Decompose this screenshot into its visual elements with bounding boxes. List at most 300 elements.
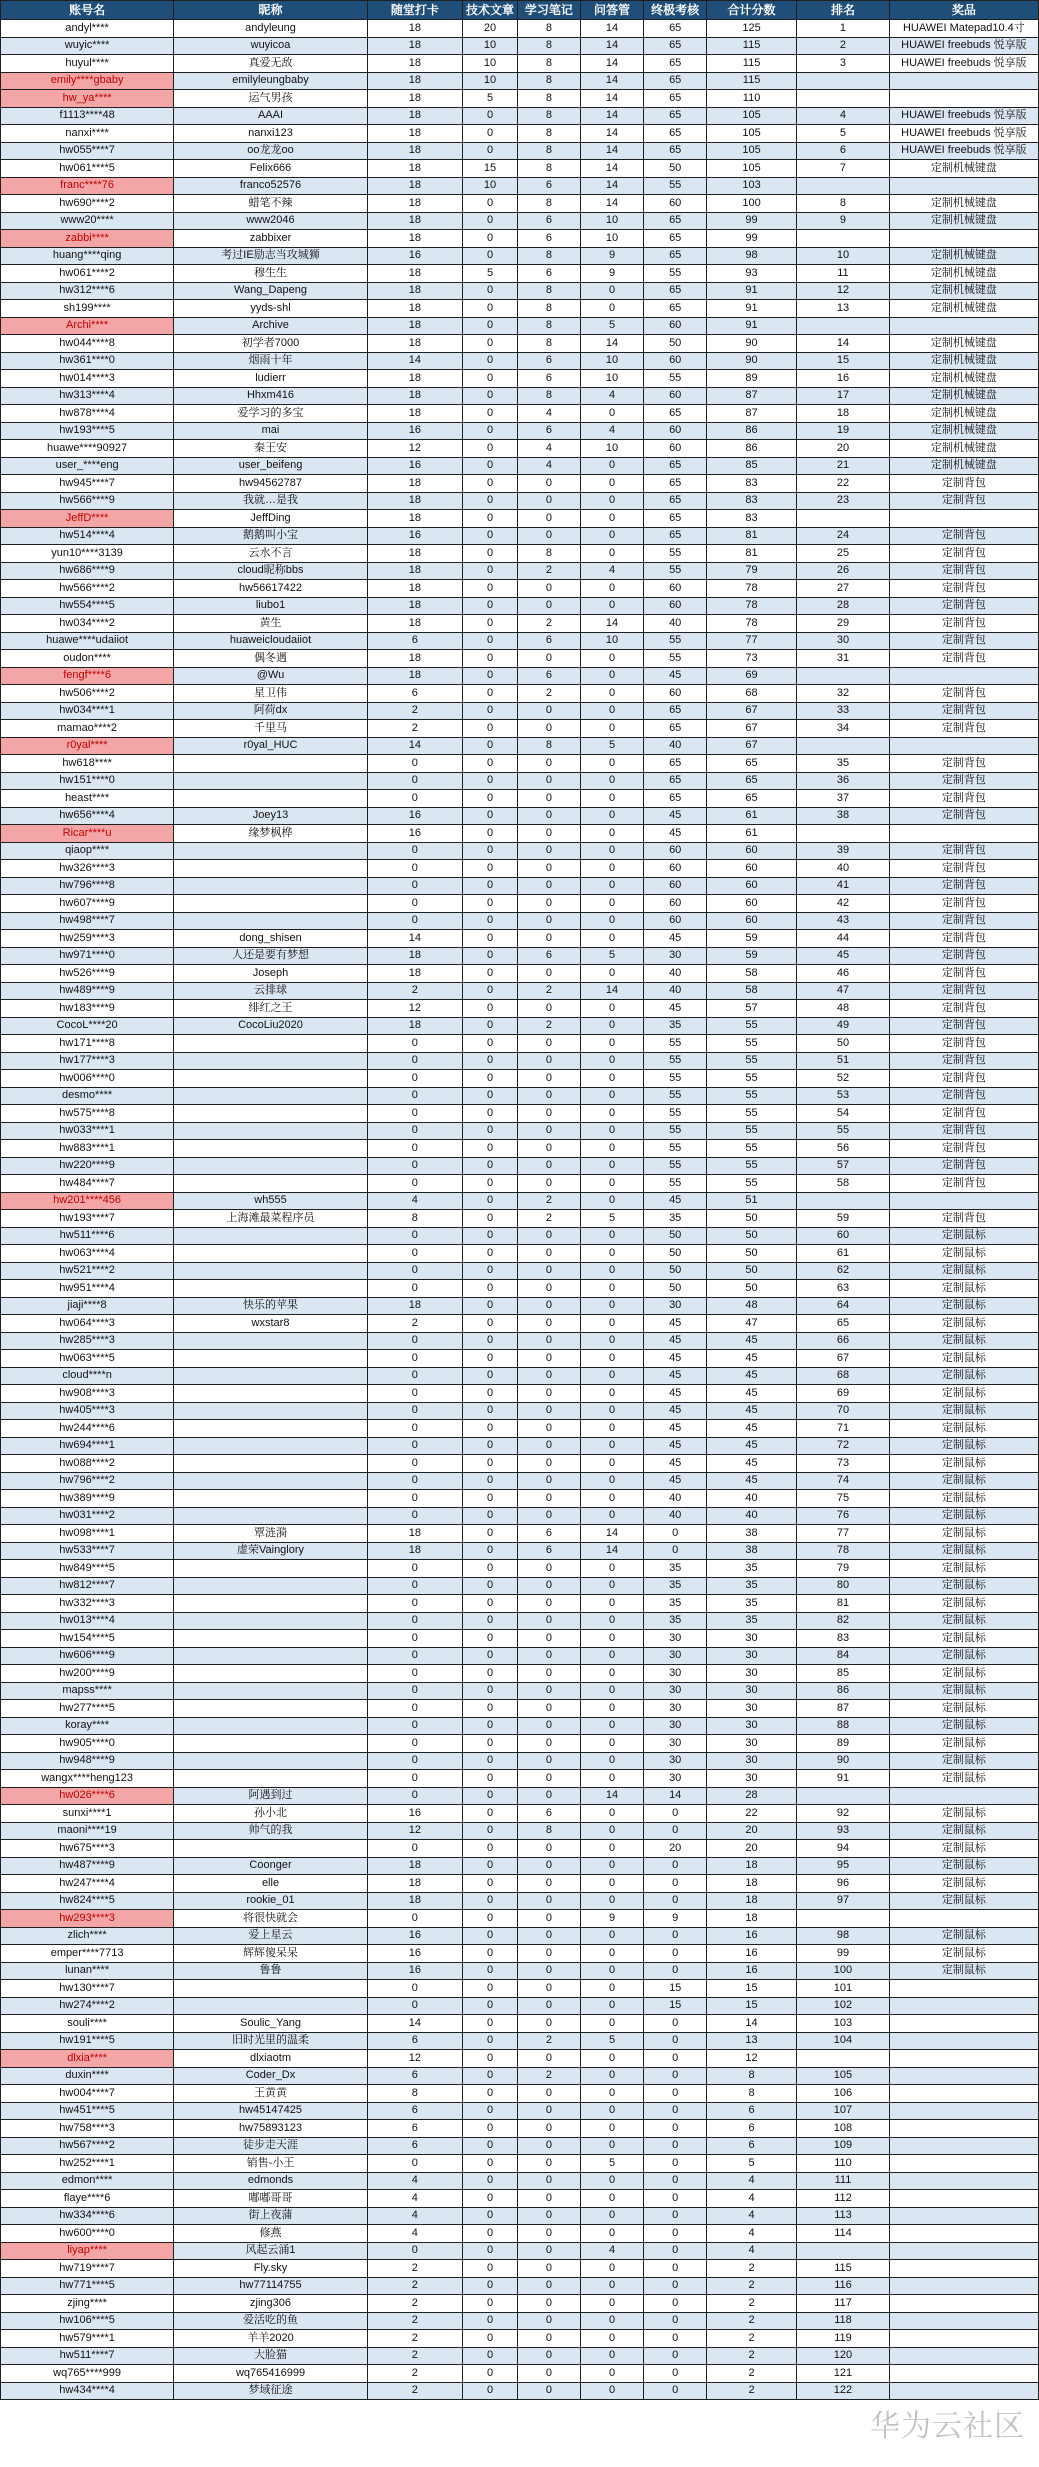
nickname-cell: 爱活吃的鱼: [174, 2312, 368, 2330]
table-row: [1, 947, 1039, 965]
qa-cell: 4: [580, 422, 644, 440]
exam-cell: 65: [644, 510, 707, 528]
header-row: [1, 1, 1039, 20]
table-row: [1, 1805, 1039, 1823]
prize-cell: 定制鼠标: [889, 1770, 1038, 1788]
qa-cell: 0: [580, 790, 644, 808]
exam-cell: 0: [644, 2242, 707, 2260]
checkin-cell: 0: [367, 1420, 462, 1438]
articles-cell: 0: [462, 1140, 517, 1158]
exam-cell: 65: [644, 772, 707, 790]
nickname-cell: 帅气的我: [174, 1822, 368, 1840]
exam-cell: 0: [644, 1875, 707, 1893]
notes-cell: 0: [518, 475, 581, 493]
prize-cell: [889, 2085, 1038, 2103]
articles-cell: 0: [462, 615, 517, 633]
total-cell: 38: [706, 1525, 796, 1543]
checkin-cell: 0: [367, 842, 462, 860]
account-cell: hw434****4: [1, 2382, 174, 2400]
rank-cell: 8: [797, 195, 890, 213]
total-cell: 60: [706, 842, 796, 860]
qa-cell: 0: [580, 1140, 644, 1158]
exam-cell: 65: [644, 230, 707, 248]
prize-cell: HUAWEI Matepad10.4寸: [889, 20, 1038, 38]
prize-cell: [889, 2137, 1038, 2155]
prize-cell: 定制机械键盘: [889, 405, 1038, 423]
checkin-cell: 18: [367, 55, 462, 73]
checkin-cell: 12: [367, 1822, 462, 1840]
articles-cell: 0: [462, 2330, 517, 2348]
account-cell: r0yal****: [1, 737, 174, 755]
total-cell: 60: [706, 895, 796, 913]
articles-cell: 0: [462, 1315, 517, 1333]
notes-cell: 2: [518, 615, 581, 633]
table-row: [1, 755, 1039, 773]
qa-cell: 0: [580, 1875, 644, 1893]
qa-cell: 0: [580, 1577, 644, 1595]
total-cell: 125: [706, 20, 796, 38]
rank-cell: 22: [797, 475, 890, 493]
account-cell: Archi****: [1, 317, 174, 335]
prize-cell: [889, 2295, 1038, 2313]
prize-cell: [889, 510, 1038, 528]
exam-cell: 55: [644, 1122, 707, 1140]
total-cell: 48: [706, 1297, 796, 1315]
nickname-cell: 考过IE励志当攻城狮: [174, 247, 368, 265]
notes-cell: 0: [518, 895, 581, 913]
account-cell: hw526****9: [1, 965, 174, 983]
account-cell: hw312****6: [1, 282, 174, 300]
nickname-cell: 云排球: [174, 982, 368, 1000]
account-cell: hw193****7: [1, 1210, 174, 1228]
table-row: [1, 1455, 1039, 1473]
nickname-cell: wxstar8: [174, 1315, 368, 1333]
checkin-cell: 16: [367, 527, 462, 545]
qa-cell: 0: [580, 1595, 644, 1613]
total-cell: 91: [706, 317, 796, 335]
account-cell: hw656****4: [1, 807, 174, 825]
rank-cell: 92: [797, 1805, 890, 1823]
exam-cell: 55: [644, 1035, 707, 1053]
rank-cell: 78: [797, 1542, 890, 1560]
notes-cell: 2: [518, 1017, 581, 1035]
articles-cell: 0: [462, 1542, 517, 1560]
nickname-cell: [174, 1630, 368, 1648]
total-cell: 100: [706, 195, 796, 213]
nickname-cell: wh555: [174, 1192, 368, 1210]
notes-cell: 0: [518, 597, 581, 615]
nickname-cell: dong_shisen: [174, 930, 368, 948]
prize-cell: HUAWEI freebuds 悦享版: [889, 142, 1038, 160]
rank-cell: 2: [797, 37, 890, 55]
prize-cell: 定制鼠标: [889, 1507, 1038, 1525]
notes-cell: 6: [518, 177, 581, 195]
qa-cell: 0: [580, 1035, 644, 1053]
table-row: [1, 1227, 1039, 1245]
total-cell: 98: [706, 247, 796, 265]
checkin-cell: 2: [367, 2260, 462, 2278]
nickname-cell: [174, 1035, 368, 1053]
account-cell: hw686****9: [1, 562, 174, 580]
notes-cell: 4: [518, 457, 581, 475]
total-cell: 4: [706, 2207, 796, 2225]
total-cell: 30: [706, 1647, 796, 1665]
checkin-cell: 18: [367, 282, 462, 300]
prize-cell: 定制机械键盘: [889, 457, 1038, 475]
exam-cell: 0: [644, 2295, 707, 2313]
table-row: [1, 1682, 1039, 1700]
qa-cell: 0: [580, 1052, 644, 1070]
account-cell: hw130****7: [1, 1980, 174, 1998]
checkin-cell: 0: [367, 1595, 462, 1613]
qa-cell: 0: [580, 1070, 644, 1088]
account-cell: wq765****999: [1, 2365, 174, 2383]
account-cell: franc****76: [1, 177, 174, 195]
checkin-cell: 0: [367, 1350, 462, 1368]
articles-cell: 0: [462, 2207, 517, 2225]
rank-cell: 43: [797, 912, 890, 930]
checkin-cell: 0: [367, 1262, 462, 1280]
checkin-cell: 2: [367, 2330, 462, 2348]
checkin-cell: 16: [367, 825, 462, 843]
articles-cell: 0: [462, 1070, 517, 1088]
prize-cell: 定制背包: [889, 685, 1038, 703]
notes-cell: 0: [518, 2295, 581, 2313]
nickname-cell: 爱上星云: [174, 1927, 368, 1945]
account-cell: hw951****4: [1, 1280, 174, 1298]
articles-cell: 0: [462, 1595, 517, 1613]
rank-cell: 79: [797, 1560, 890, 1578]
articles-cell: 0: [462, 2120, 517, 2138]
rank-cell: 31: [797, 650, 890, 668]
table-row: [1, 1525, 1039, 1543]
checkin-cell: 2: [367, 2347, 462, 2365]
prize-cell: [889, 2260, 1038, 2278]
exam-cell: 60: [644, 352, 707, 370]
rank-cell: 13: [797, 300, 890, 318]
checkin-cell: 18: [367, 562, 462, 580]
articles-cell: 10: [462, 55, 517, 73]
notes-cell: 0: [518, 965, 581, 983]
rank-cell: 6: [797, 142, 890, 160]
rank-cell: 60: [797, 1227, 890, 1245]
account-cell: hw796****2: [1, 1472, 174, 1490]
total-cell: 115: [706, 37, 796, 55]
table-row: [1, 1070, 1039, 1088]
col-nickname-header: 昵称: [174, 1, 368, 20]
qa-cell: 0: [580, 1245, 644, 1263]
table-row: [1, 667, 1039, 685]
notes-cell: 0: [518, 2382, 581, 2400]
nickname-cell: 蜡笔不辣: [174, 195, 368, 213]
exam-cell: 55: [644, 1140, 707, 1158]
prize-cell: 定制背包: [889, 597, 1038, 615]
prize-cell: [889, 2102, 1038, 2120]
total-cell: 20: [706, 1822, 796, 1840]
prize-cell: 定制鼠标: [889, 1595, 1038, 1613]
nickname-cell: 星卫伟: [174, 685, 368, 703]
total-cell: 30: [706, 1682, 796, 1700]
notes-cell: 0: [518, 2330, 581, 2348]
prize-cell: 定制背包: [889, 1070, 1038, 1088]
qa-cell: 0: [580, 1840, 644, 1858]
account-cell: hw606****9: [1, 1647, 174, 1665]
account-cell: user_****eng: [1, 457, 174, 475]
prize-cell: 定制鼠标: [889, 1350, 1038, 1368]
table-row: [1, 492, 1039, 510]
notes-cell: 8: [518, 737, 581, 755]
exam-cell: 0: [644, 2050, 707, 2068]
exam-cell: 45: [644, 1350, 707, 1368]
rank-cell: 27: [797, 580, 890, 598]
exam-cell: 50: [644, 1280, 707, 1298]
qa-cell: 0: [580, 685, 644, 703]
nickname-cell: [174, 1665, 368, 1683]
qa-cell: 0: [580, 1980, 644, 1998]
qa-cell: 0: [580, 1350, 644, 1368]
rank-cell: 120: [797, 2347, 890, 2365]
exam-cell: 65: [644, 755, 707, 773]
exam-cell: 15: [644, 1980, 707, 1998]
table-row: [1, 2050, 1039, 2068]
notes-cell: 8: [518, 20, 581, 38]
articles-cell: 0: [462, 247, 517, 265]
table-row: [1, 527, 1039, 545]
checkin-cell: 18: [367, 947, 462, 965]
notes-cell: 0: [518, 1682, 581, 1700]
prize-cell: 定制背包: [889, 860, 1038, 878]
notes-cell: 0: [518, 2172, 581, 2190]
total-cell: 2: [706, 2277, 796, 2295]
exam-cell: 14: [644, 1787, 707, 1805]
nickname-cell: user_beifeng: [174, 457, 368, 475]
table-row: [1, 440, 1039, 458]
nickname-cell: elle: [174, 1875, 368, 1893]
notes-cell: 0: [518, 860, 581, 878]
qa-cell: 14: [580, 55, 644, 73]
table-row: [1, 387, 1039, 405]
account-cell: hw600****0: [1, 2225, 174, 2243]
checkin-cell: 8: [367, 2085, 462, 2103]
checkin-cell: 2: [367, 720, 462, 738]
prize-cell: 定制背包: [889, 877, 1038, 895]
nickname-cell: [174, 1560, 368, 1578]
rank-cell: 51: [797, 1052, 890, 1070]
prize-cell: 定制机械键盘: [889, 335, 1038, 353]
col-qa-header: 问答管: [580, 1, 644, 20]
table-row: [1, 195, 1039, 213]
notes-cell: 0: [518, 1840, 581, 1858]
table-row: [1, 370, 1039, 388]
notes-cell: 0: [518, 1367, 581, 1385]
qa-cell: 0: [580, 1087, 644, 1105]
exam-cell: 60: [644, 877, 707, 895]
exam-cell: 60: [644, 440, 707, 458]
articles-cell: 0: [462, 1840, 517, 1858]
notes-cell: 0: [518, 1875, 581, 1893]
table-row: [1, 1700, 1039, 1718]
account-cell: hw154****5: [1, 1630, 174, 1648]
articles-cell: 0: [462, 1035, 517, 1053]
table-row: [1, 1402, 1039, 1420]
account-cell: hw044****8: [1, 335, 174, 353]
prize-cell: 定制机械键盘: [889, 370, 1038, 388]
notes-cell: 8: [518, 195, 581, 213]
exam-cell: 65: [644, 527, 707, 545]
total-cell: 4: [706, 2242, 796, 2260]
nickname-cell: 虚荣Vainglory: [174, 1542, 368, 1560]
account-cell: hw055****7: [1, 142, 174, 160]
rank-cell: [797, 1192, 890, 1210]
notes-cell: 2: [518, 1192, 581, 1210]
prize-cell: [889, 2120, 1038, 2138]
notes-cell: 8: [518, 545, 581, 563]
qa-cell: 0: [580, 720, 644, 738]
checkin-cell: 0: [367, 1472, 462, 1490]
exam-cell: 30: [644, 1297, 707, 1315]
articles-cell: 0: [462, 772, 517, 790]
notes-cell: 0: [518, 772, 581, 790]
table-row: [1, 107, 1039, 125]
total-cell: 103: [706, 177, 796, 195]
checkin-cell: 0: [367, 1052, 462, 1070]
account-cell: hw220****9: [1, 1157, 174, 1175]
notes-cell: 6: [518, 230, 581, 248]
total-cell: 68: [706, 685, 796, 703]
total-cell: 67: [706, 737, 796, 755]
exam-cell: 30: [644, 1630, 707, 1648]
qa-cell: 0: [580, 1227, 644, 1245]
nickname-cell: hw56617422: [174, 580, 368, 598]
account-cell: oudon****: [1, 650, 174, 668]
nickname-cell: franco52576: [174, 177, 368, 195]
rank-cell: 62: [797, 1262, 890, 1280]
table-row: [1, 352, 1039, 370]
prize-cell: HUAWEI freebuds 悦享版: [889, 125, 1038, 143]
articles-cell: 0: [462, 2242, 517, 2260]
articles-cell: 0: [462, 1857, 517, 1875]
checkin-cell: 18: [367, 650, 462, 668]
exam-cell: 30: [644, 1717, 707, 1735]
articles-cell: 0: [462, 1280, 517, 1298]
checkin-cell: 14: [367, 352, 462, 370]
notes-cell: 2: [518, 982, 581, 1000]
total-cell: 86: [706, 422, 796, 440]
total-cell: 55: [706, 1070, 796, 1088]
prize-cell: 定制背包: [889, 772, 1038, 790]
checkin-cell: 0: [367, 1122, 462, 1140]
account-cell: jiaji****8: [1, 1297, 174, 1315]
rank-cell: 40: [797, 860, 890, 878]
exam-cell: 45: [644, 1315, 707, 1333]
table-row: [1, 2382, 1039, 2400]
exam-cell: 50: [644, 335, 707, 353]
total-cell: 83: [706, 510, 796, 528]
articles-cell: 0: [462, 1962, 517, 1980]
checkin-cell: 0: [367, 912, 462, 930]
table-row: [1, 1105, 1039, 1123]
qa-cell: 0: [580, 1752, 644, 1770]
prize-cell: 定制鼠标: [889, 1927, 1038, 1945]
notes-cell: 6: [518, 632, 581, 650]
notes-cell: 0: [518, 1630, 581, 1648]
account-cell: hw878****4: [1, 405, 174, 423]
exam-cell: 40: [644, 737, 707, 755]
account-cell: hw719****7: [1, 2260, 174, 2278]
nickname-cell: Joseph: [174, 965, 368, 983]
account-cell: wuyic****: [1, 37, 174, 55]
checkin-cell: 18: [367, 142, 462, 160]
checkin-cell: 4: [367, 1192, 462, 1210]
prize-cell: 定制背包: [889, 632, 1038, 650]
table-row: [1, 1367, 1039, 1385]
checkin-cell: 18: [367, 230, 462, 248]
notes-cell: 0: [518, 2242, 581, 2260]
prize-cell: 定制背包: [889, 475, 1038, 493]
checkin-cell: 0: [367, 1157, 462, 1175]
rank-cell: 86: [797, 1682, 890, 1700]
nickname-cell: liubo1: [174, 597, 368, 615]
account-cell: hw607****9: [1, 895, 174, 913]
qa-cell: 0: [580, 965, 644, 983]
qa-cell: 0: [580, 1437, 644, 1455]
qa-cell: 0: [580, 895, 644, 913]
account-cell: hw033****1: [1, 1122, 174, 1140]
account-cell: hw201****456: [1, 1192, 174, 1210]
qa-cell: 0: [580, 1770, 644, 1788]
articles-cell: 0: [462, 1017, 517, 1035]
account-cell: hw521****2: [1, 1262, 174, 1280]
table-row: [1, 1245, 1039, 1263]
table-row: [1, 2347, 1039, 2365]
prize-cell: [889, 2330, 1038, 2348]
exam-cell: 35: [644, 1560, 707, 1578]
nickname-cell: 梦域征途: [174, 2382, 368, 2400]
qa-cell: 0: [580, 492, 644, 510]
articles-cell: 0: [462, 457, 517, 475]
prize-cell: [889, 177, 1038, 195]
articles-cell: 0: [462, 877, 517, 895]
total-cell: 6: [706, 2120, 796, 2138]
notes-cell: 0: [518, 2137, 581, 2155]
exam-cell: 0: [644, 1525, 707, 1543]
nickname-cell: [174, 1402, 368, 1420]
exam-cell: 65: [644, 72, 707, 90]
table-row: [1, 2312, 1039, 2330]
prize-cell: 定制鼠标: [889, 1840, 1038, 1858]
account-cell: hw566****2: [1, 580, 174, 598]
nickname-cell: [174, 1087, 368, 1105]
exam-cell: 30: [644, 1647, 707, 1665]
rank-cell: 85: [797, 1665, 890, 1683]
rank-cell: 98: [797, 1927, 890, 1945]
account-cell: zabbi****: [1, 230, 174, 248]
exam-cell: 35: [644, 1612, 707, 1630]
account-cell: hw088****2: [1, 1455, 174, 1473]
account-cell: hw313****4: [1, 387, 174, 405]
account-cell: hw_ya****: [1, 90, 174, 108]
exam-cell: 45: [644, 825, 707, 843]
prize-cell: 定制鼠标: [889, 1857, 1038, 1875]
exam-cell: 45: [644, 930, 707, 948]
nickname-cell: [174, 1717, 368, 1735]
checkin-cell: 0: [367, 790, 462, 808]
col-prize-header: 奖品: [889, 1, 1038, 20]
checkin-cell: 0: [367, 1752, 462, 1770]
notes-cell: 0: [518, 877, 581, 895]
prize-cell: [889, 1787, 1038, 1805]
total-cell: 55: [706, 1122, 796, 1140]
